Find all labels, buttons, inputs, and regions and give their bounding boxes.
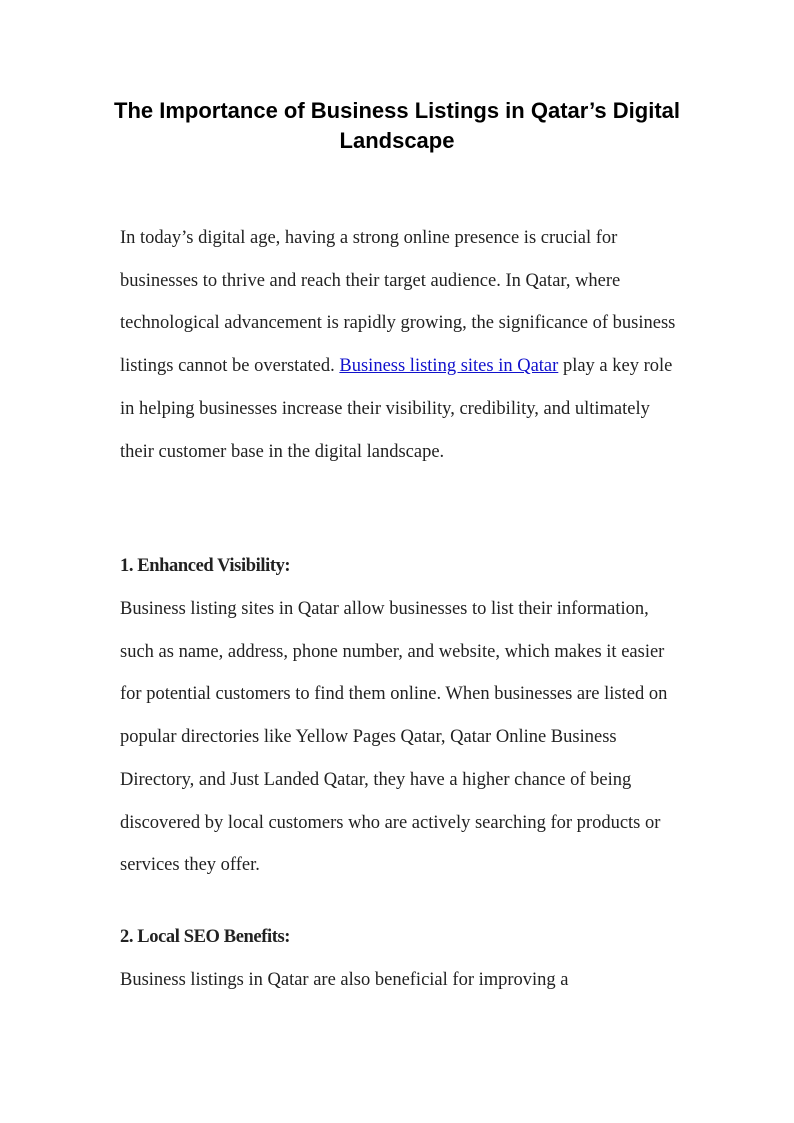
page-title: The Importance of Business Listings in Qatar’s Digital Landscape [114, 98, 680, 153]
intro-paragraph [120, 217, 680, 473]
intro-text-before-link: In today’s digital age, having a strong online presence is crucial for businesses to thrive and reach their target audience. In Qatar, where technological advancement is rapidly growing, the significance of business listings cannot be overstated. [120, 228, 676, 377]
section-heading-local-seo: 2. Local SEO Benefits: [120, 927, 291, 947]
section-body-local-seo: Business listings in Qatar are also beneficial for improving a [120, 970, 569, 990]
business-listing-sites-link[interactable]: Business listing sites in Qatar [339, 356, 559, 377]
section-body-enhanced-visibility: Business listing sites in Qatar allow businesses to list their information, such as name, address, phone number, and website, which makes it easier for potential customers to find them online. When businesses are listed on popular directories like Yellow Pages Qatar, Qatar Online Business Directory, and Just Landed Qatar, they have a higher chance of being discovered by local customers who are actively searching for products or services they offer. [120, 599, 668, 876]
section-heading-enhanced-visibility: 1. Enhanced Visibility: [120, 556, 291, 576]
intro-text-after-link: play a key role in helping businesses increase their visibility, credibility, and ultimately their customer base in the digital landscape. [120, 356, 673, 462]
